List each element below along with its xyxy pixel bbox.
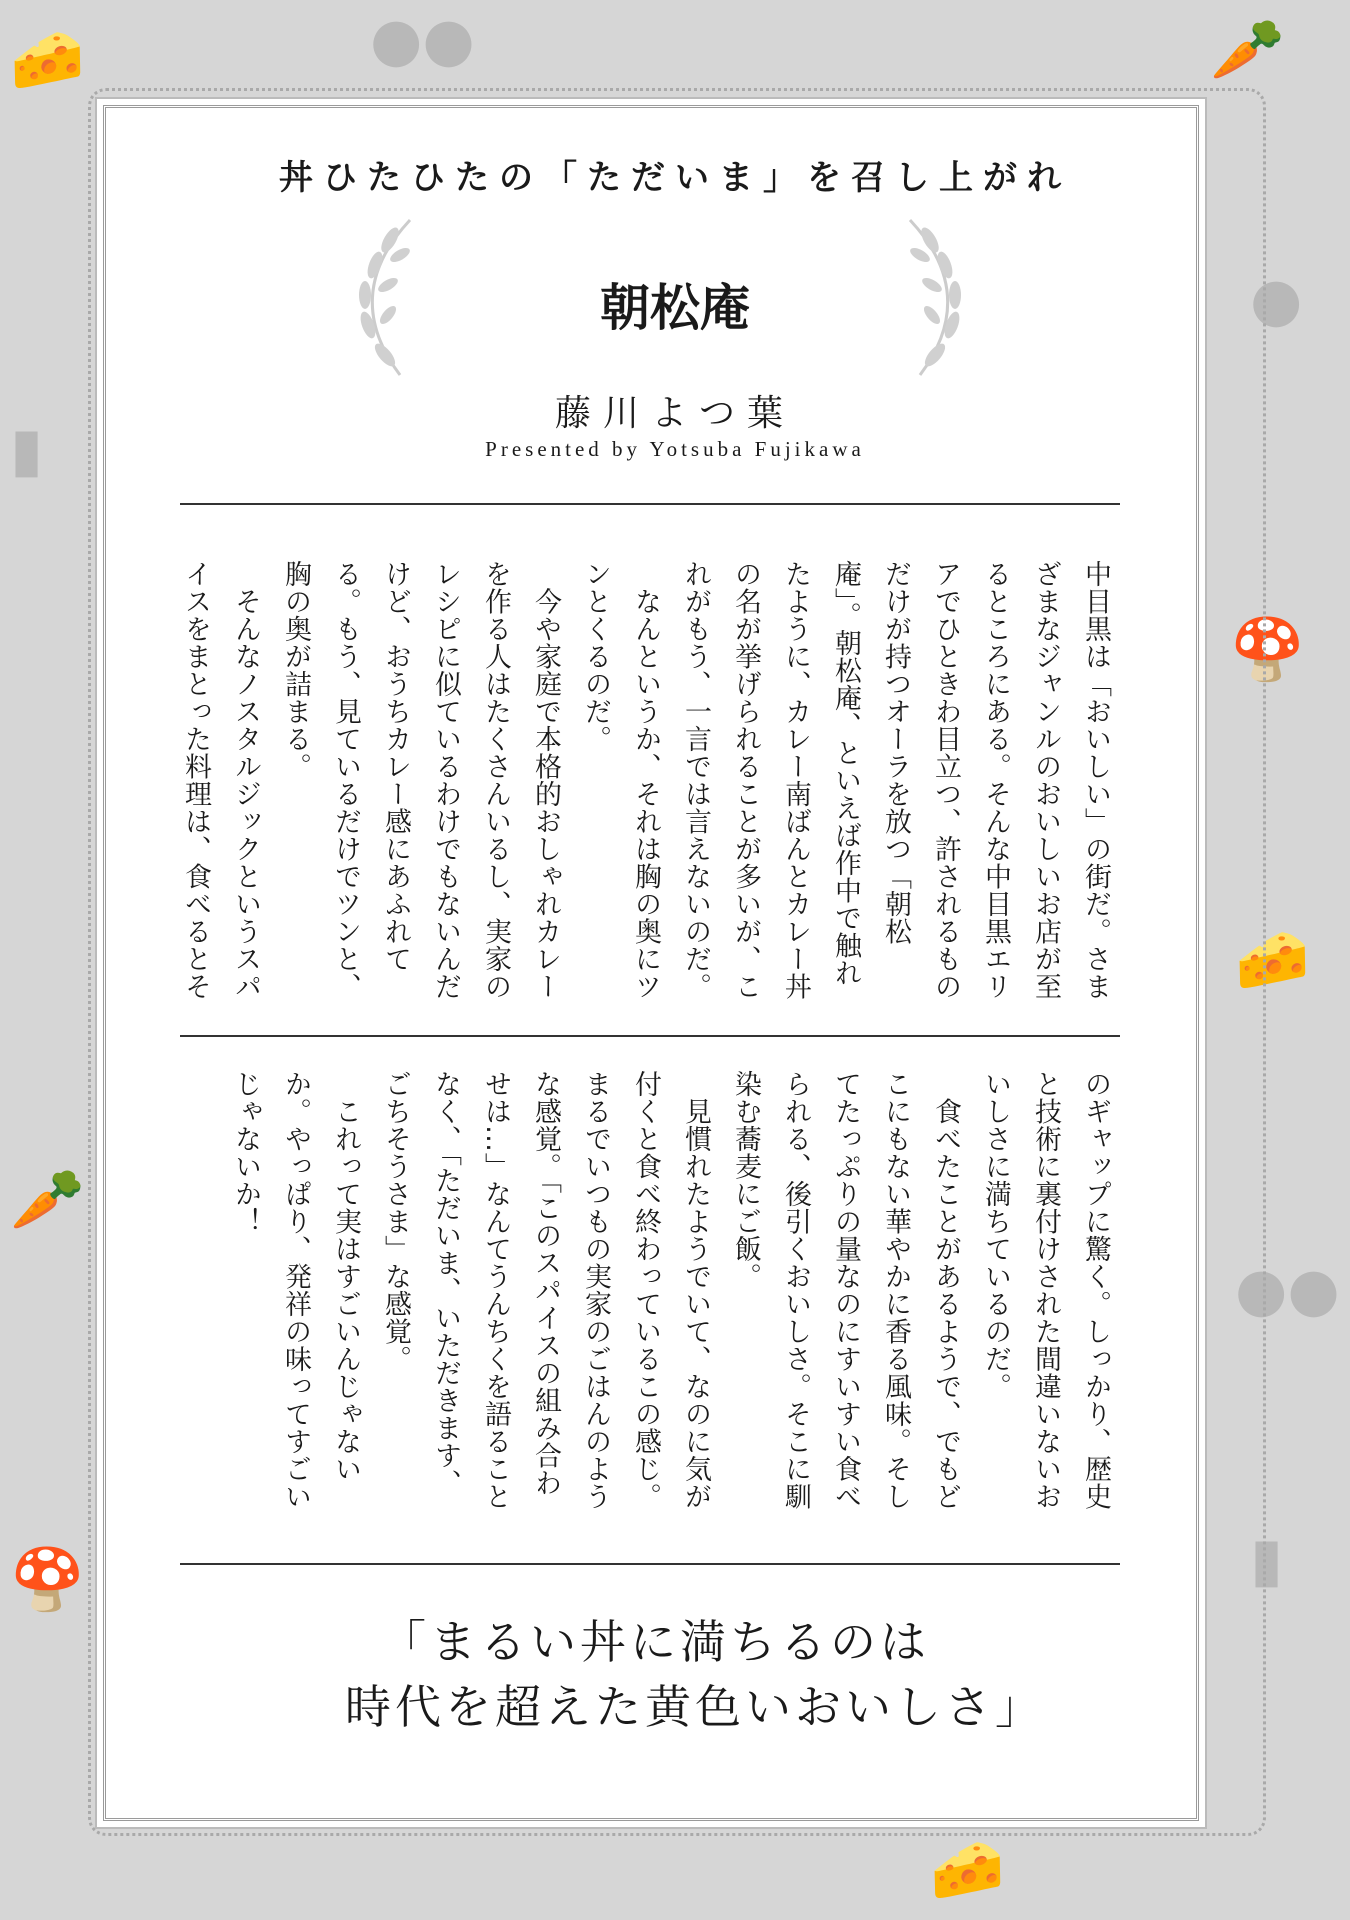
cheese-icon: 🧀 — [10, 25, 85, 95]
cheese-icon: 🧀 — [930, 1835, 1005, 1905]
pepper-mill-icon: ▮ — [10, 415, 44, 485]
pull-quote-line-1: 「まるい丼に満ちるのは — [380, 1615, 930, 1669]
paragraph: 見慣れたようでいて、なのに気が付くと食べ終わっているこの感じ。まるでいつもの実家のごはんのような感覚。「このスパイスの組み合わせは…」なんてうんちくを語ることなく、「ただいま、いただきます、ごちそうさま」な感覚。 — [380, 1070, 711, 1510]
author-name: 藤川よつ葉 — [554, 393, 795, 434]
presented-by: Presented by Yotsuba Fujikawa — [485, 437, 865, 461]
mushroom-icon: 🍄 — [1230, 615, 1305, 685]
cheese-icon: 🧀 — [1235, 925, 1310, 995]
article-subtitle: 丼ひたひたの「ただいま」を召し上がれ — [279, 158, 1071, 198]
carrot-icon: 🥕 — [1210, 15, 1285, 85]
article-body-upper — [170, 560, 1120, 1010]
pull-quote — [0, 1610, 1350, 1740]
mushroom-icon: 🍄 — [10, 1545, 85, 1615]
pepper-mill-icon: ▮ — [1250, 1525, 1284, 1595]
carrot-icon: 🥕 — [10, 1165, 85, 1235]
peas-icon: ●● — [370, 5, 475, 75]
pull-quote-line-2: 時代を超えた黄色いおいしさ」 — [345, 1680, 1045, 1734]
peas-icon: ●● — [1235, 1255, 1340, 1325]
divider — [180, 503, 1120, 505]
article-body-lower — [220, 1070, 1120, 1520]
paragraph: 食べたことがあるようで、でもどこにもない華やかに香る風味。そしてたっぷりの量なのにすいすい食べられる、後引くおいしさ。そこに馴染む蕎麦にご飯。 — [730, 1070, 961, 1510]
divider — [180, 1035, 1120, 1037]
paragraph: 今や家庭で本格的おしゃれカレーを作る人はたくさんいるし、実家のレシピに似ているわけでもないんだけど、おうちカレー感にあふれてる。もう、見ているだけでツンと、胸の奥が詰まる。 — [280, 560, 561, 1000]
divider — [180, 1563, 1120, 1565]
paragraph: そんなノスタルジックというスパイスをまとった料理は、食べるとそ — [180, 560, 261, 1000]
paragraph: なんというか、それは胸の奥にツンとくるのだ。 — [580, 560, 661, 1000]
restaurant-name: 朝松庵 — [600, 279, 750, 337]
paragraph: 中目黒は「おいしい」の街だ。さまざまなジャンルのおいしいお店が至るところにある。そんな中目黒エリアでひときわ目立つ、許されるものだけが持つオーラを放つ「朝松庵」。朝松庵、といえば作中で触れたように、カレー南ばんとカレー丼の名が挙げられることが多いが、これがもう、一言では言えないのだ。 — [680, 560, 1111, 1000]
paragraph: これって実はすごいんじゃないか。やっぱり、発祥の味ってすごいじゃないか！ — [230, 1070, 361, 1510]
peas-icon: ● — [1250, 265, 1303, 335]
paragraph: のギャップに驚く。しっかり、歴史と技術に裏付けされた間違いないおいしさに満ちているのだ。 — [980, 1070, 1111, 1510]
